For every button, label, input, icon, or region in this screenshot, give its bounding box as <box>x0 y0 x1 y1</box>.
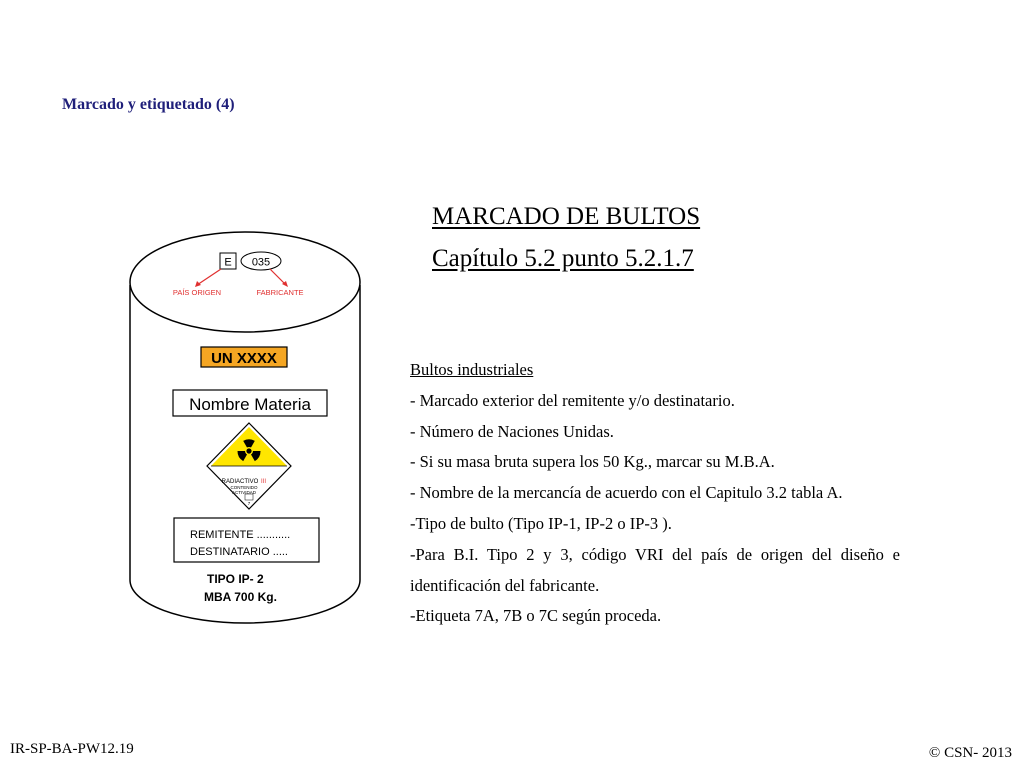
lid-country-label: PAÍS ORIGEN <box>172 288 222 297</box>
recipient-field: DESTINATARIO ..... <box>190 546 288 558</box>
footer-copyright: © CSN- 2013 <box>928 745 1012 761</box>
label-category-number: 7 <box>247 501 251 506</box>
package-type: TIPO IP- 2 <box>207 572 264 586</box>
un-number: UN XXXX <box>211 350 277 367</box>
drum-lid <box>130 232 360 332</box>
body-heading: Bultos industriales <box>410 360 534 379</box>
body-line: - Número de Naciones Unidas. <box>410 421 614 441</box>
lid-country-code: E <box>224 256 232 269</box>
lid-maker-code: 035 <box>251 256 271 269</box>
body-line: - Marcado exterior del remitente y/o destinatario. <box>410 390 735 410</box>
label-contenido: CONTENIDO <box>230 485 258 490</box>
label-radiactivo: RADIACTIVO <box>221 479 259 485</box>
sender-field: REMITENTE ........... <box>190 529 291 541</box>
chapter-reference: Capítulo 5.2 punto 5.2.1.7 <box>432 245 694 272</box>
slide-body <box>410 355 900 632</box>
section-title: Marcado y etiquetado (4) <box>62 96 235 113</box>
label-category: III <box>261 479 267 485</box>
max-mass: MBA 700 Kg. <box>204 590 277 604</box>
body-line: -Etiqueta 7A, 7B o 7C según proceda. <box>410 606 662 626</box>
material-name: Nombre Materia <box>189 395 311 414</box>
body-line: - Nombre de la mercancía de acuerdo con el Capitulo 3.2 tabla A. <box>410 483 843 503</box>
body-line: -Para B.I. Tipo 2 y 3, código VRI del país de origen del diseño e identificación del fabricante. <box>410 544 900 595</box>
label-actividad: ACTIVIDAD <box>231 490 257 495</box>
lid-maker-label: FABRICANTE <box>256 288 304 297</box>
footer-code: IR-SP-BA-PW12.19 <box>10 741 134 757</box>
main-title: MARCADO DE BULTOS <box>432 203 701 230</box>
body-line: -Tipo de bulto (Tipo IP-1, IP-2 o IP-3 ). <box>410 513 672 533</box>
body-line: - Si su masa bruta supera los 50 Kg., marcar su M.B.A. <box>410 452 775 472</box>
